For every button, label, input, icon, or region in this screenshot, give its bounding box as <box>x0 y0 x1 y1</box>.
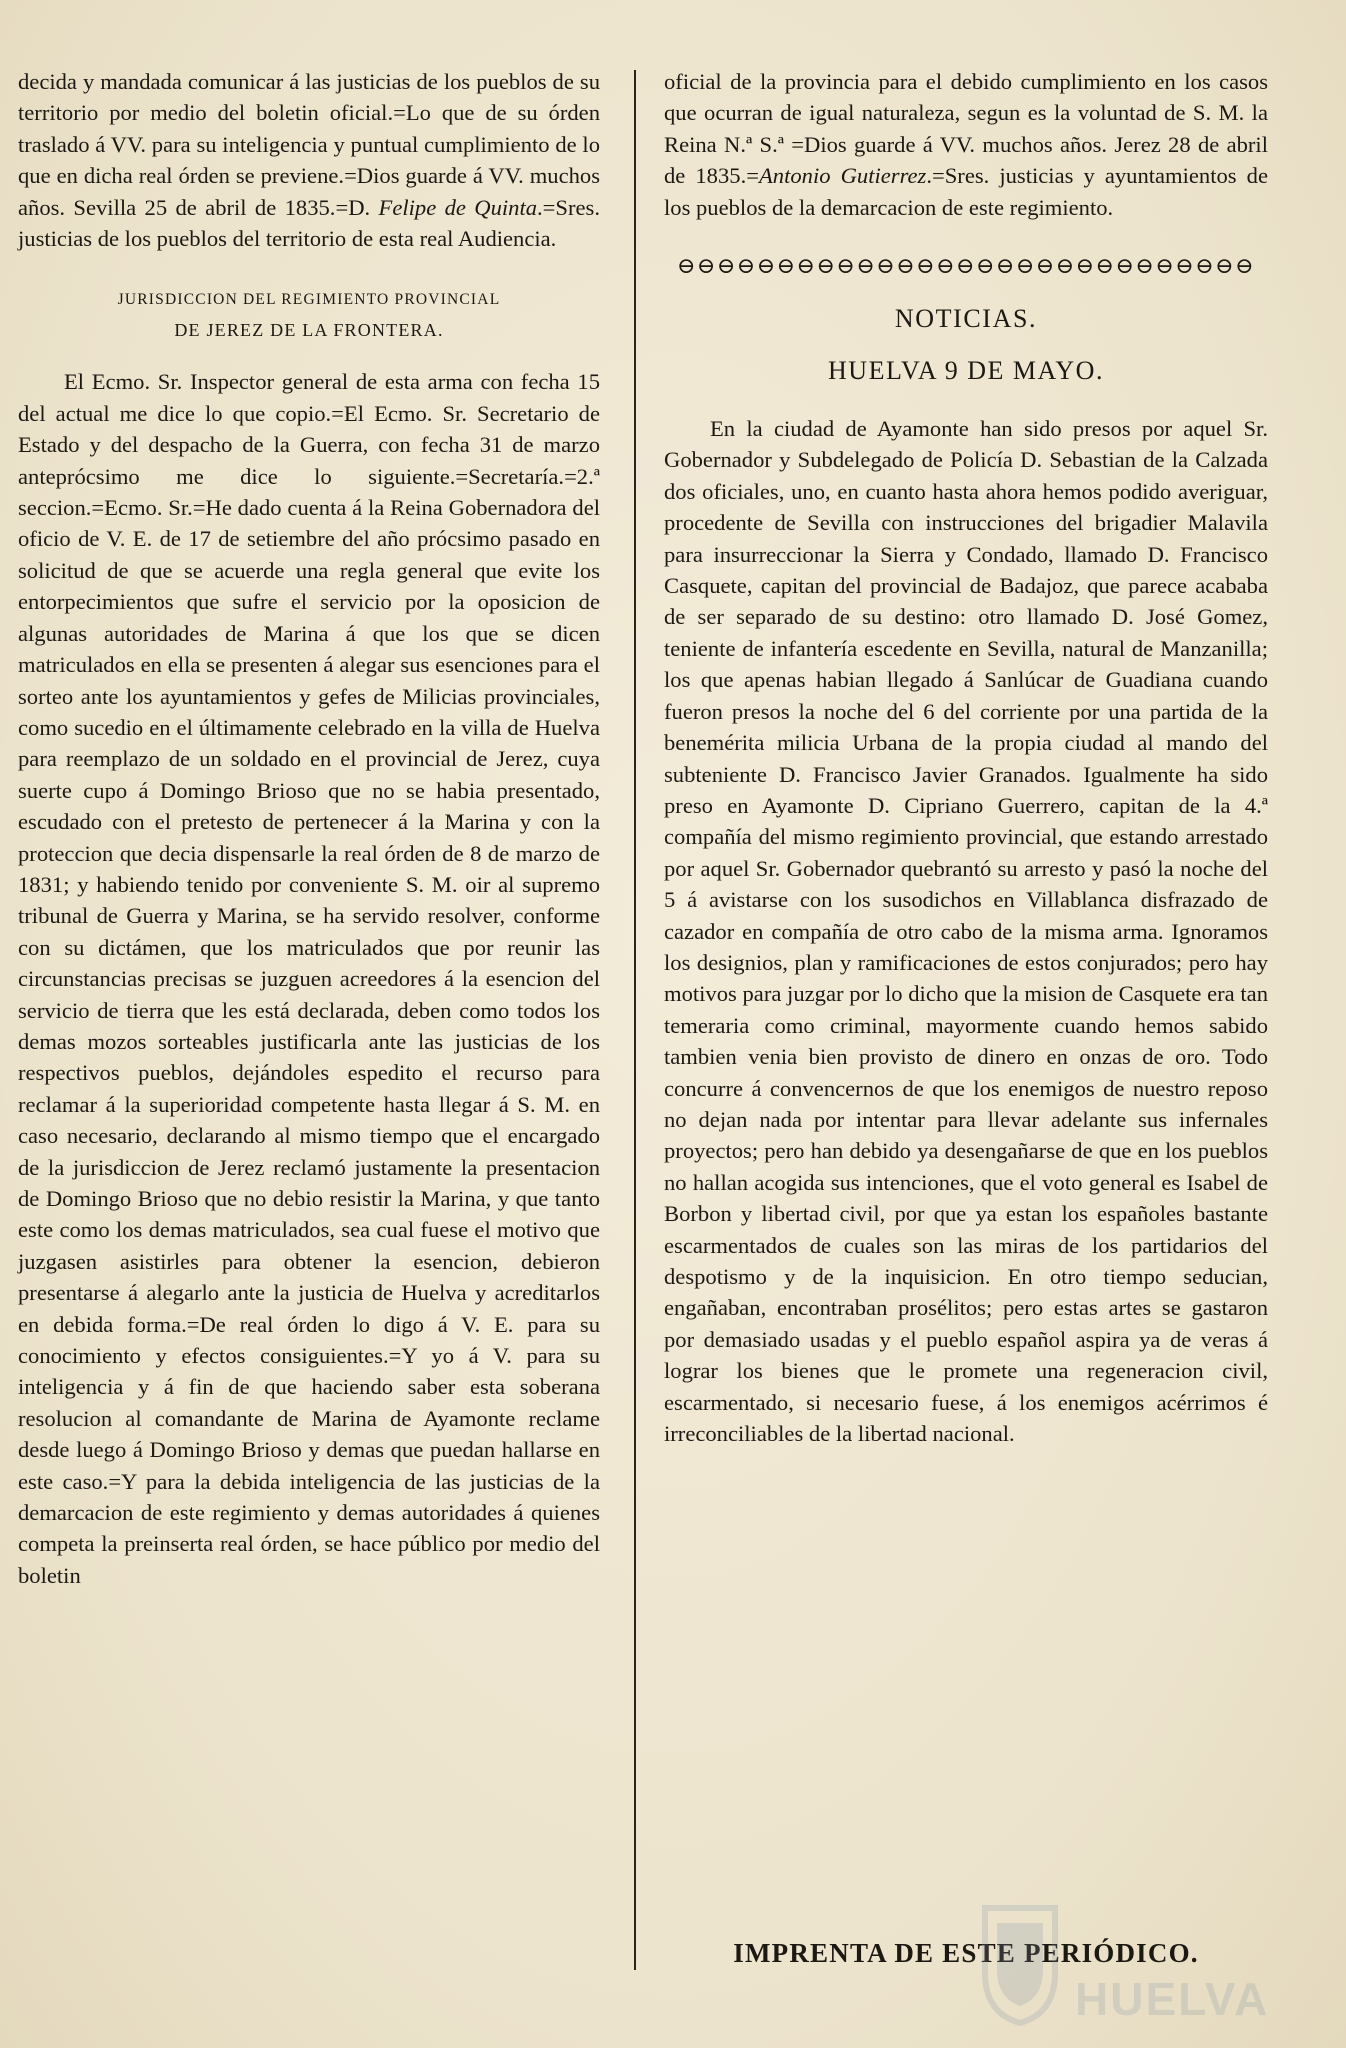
right-paragraph-1-end: .=Sres. justicias y ayuntamientos de los pueblos de la demarcacion de este regimiento. <box>664 163 1268 220</box>
ornamental-separator: ⊖⊖⊖⊖⊖⊖⊖⊖⊖⊖⊖⊖⊖⊖⊖⊖⊖⊖⊖⊖⊖⊖⊖⊖⊖⊖⊖⊖⊖ <box>676 253 1256 279</box>
watermark-text: HUELVA <box>1075 1973 1270 2025</box>
dateline-huelva: HUELVA 9 DE MAYO. <box>828 356 1104 386</box>
column-divider <box>634 70 636 1970</box>
left-paragraph-2: El Ecmo. Sr. Inspector general de esta arma con fecha 15 del actual me dice lo que copio.=El Ecmo. Sr. Secretario de Estado y del despacho de la Guerra, con fecha 31 de marzo anteprócsimo me dice lo siguiente.=Secretaría.=2.ª seccion.=Ecmo. Sr.=He dado cuenta á la Reina Gobernadora del oficio de V. E. de 17 de setiembre del año prócsimo pasado en solicitud de que se acuerde una regla general que evite los entorpecimientos que sufre el servicio por la oposicion de algunas autoridades de Marina á que los que se dicen matriculados en ella se presenten á alegar sus esenciones para el sorteo ante los ayuntamientos y gefes de Milicias provinciales, como sucedio en el últimamente celebrado en la villa de Huelva para reemplazo de un soldado en el provincial de Jerez, cuya suerte cupo á Domingo Brioso que no se habia presentado, escudado con el pretesto de pertenecer á la Marina y con la proteccion que decia dispensarle la real órden de 8 de marzo de 1831; y habiendo tenido por conveniente S. M. oir al supremo tribunal de Guerra y Marina, se ha servido resolver, conforme con su dictámen, que los matriculados que por reunir las circunstancias precisas se juzguen acreedores á la esencion del servicio de tierra que les está declarada, deben como todos los demas mozos sorteables justificarla ante las justicias de los respectivos pueblos, dejándoles espedito el recurso para reclamar á la superioridad competente hasta llegar á S. M. en caso necesario, declarando al mismo tiempo que el encargado de la jurisdiccion de Jerez reclamó justamente la presentacion de Domingo Brioso que no debio resistir la Marina, y que tanto este como los demas matriculados, sea cual fuese el motivo que juzgasen asistirles para obtener la esencion, debieron presentarse á alegarlo ante la justicia de Huelva y acreditarlos en debida forma.=De real órden lo digo á V. E. para su conocimiento y efectos consiguientes.=Y yo á V. para su inteligencia y á fin de que haciendo saber esta soberana resolucion al comandante de Marina de Ayamonte reclame desde luego á Domingo Brioso y demas que puedan hallarse en este caso.=Y para la debida inteligencia de las justicias de la demarcacion de este regimiento y demas autoridades á quienes competa la preinserta real órden, se hace público por medio del boletin <box>18 369 600 1588</box>
right-column <box>664 66 1268 1449</box>
right-paragraph-1-text: oficial de la provincia para el debido cumplimiento en los casos que ocurran de igual naturaleza, segun es la voluntad de S. M. la Reina N.ª S.ª =Dios guarde á VV. muchos años. Jerez 28 de abril de 1835.= <box>664 69 1268 189</box>
left-paragraph-continuation <box>18 66 600 254</box>
jurisdiccion-heading <box>18 284 600 346</box>
heading-line-2: DE JEREZ DE LA FRONTERA. <box>174 320 444 341</box>
left-paragraph-1-text: decida y mandada comunicar á las justicias de los pueblos de su territorio por medio del boletin oficial.=Lo que de su órden traslado á VV. para su inteligencia y puntual cumplimiento de lo que en dicha real órden se previene.=Dios guarde á VV. muchos años. Sevilla 25 de abril de 1835.=D. <box>18 69 600 220</box>
heading-line-1: JURISDICCION DEL REGIMIENTO PROVINCIAL <box>117 291 501 309</box>
left-column <box>18 66 600 1591</box>
signature-antonio-gutierrez: Antonio Gutierrez <box>758 163 927 189</box>
right-paragraph-continuation <box>664 66 1268 223</box>
left-paragraph-1-end: .=Sres. justicias de los pueblos del territorio de esta real Audiencia. <box>18 194 600 252</box>
section-title-noticias: NOTICIAS. <box>894 304 1038 334</box>
huelva-watermark <box>975 1890 1285 2040</box>
signature-felipe-de-quinta: Felipe de Quinta <box>378 194 538 220</box>
news-paragraph: En la ciudad de Ayamonte han sido presos por aquel Sr. Gobernador y Subdelegado de Policía D. Sebastian de la Calzada dos oficiales, uno, en cuanto hasta ahora hemos podido averiguar, procedente de Sevilla con instrucciones del brigadier Malavila para insurreccionar la Sierra y Condado, llamado D. Francisco Casquete, capitan del provincial de Badajoz, que parece acababa de ser separado de su destino: otro llamado D. José Gomez, teniente de infantería escedente en Sevilla, natural de Manzanilla; los que apenas habian llegado á Sanlúcar de Guadiana cuando fueron presos la noche del 6 del corriente por una partida de la benemérita milicia Urbana de la propia ciudad al mando del subteniente D. Francisco Javier Granados. Igualmente ha sido preso en Ayamonte D. Cipriano Guerrero, capitan de la 4.ª compañía del mismo regimiento provincial, que estando arrestado por aquel Sr. Gobernador quebrantó su arresto y pasó la noche del 5 á avistarse con los susodichos en Villablanca disfrazado de cazador en compañía de otro cabo de la misma arma. Ignoramos los designios, plan y ramificaciones de estos conjurados; pero hay motivos para juzgar por lo dicho que la mision de Casquete era tan temeraria como criminal, mayormente cuando hemos sabido tambien venia bien provisto de dinero en onzas de oro. Todo concurre á convencernos de que los enemigos de nuestro reposo no dejan nada por intentar para llevar adelante sus infernales proyectos; pero han debido ya desengañarse de que en los pueblos no hallan acogida sus intenciones, que el voto general es Isabel de Borbon y libertad civil, por que ya estan los españoles bastante escarmentados de cuales son las miras de los partidarios del despotismo y de la inquisicion. En otro tiempo seducian, engañaban, encontraban prosélitos; pero estas artes se gastaron por demasiado usadas y el pueblo español aspira ya de veras á lograr los bienes que le promete una regeneracion civil, escarmentado, si necesario fuese, á los enemigos acérrimos é irreconciliables de la libertad nacional. <box>664 416 1268 1447</box>
coat-of-arms-icon <box>975 1898 1065 2028</box>
imprint-line: IMPRENTA DE ESTE PERIÓDICO. <box>733 1938 1199 1968</box>
